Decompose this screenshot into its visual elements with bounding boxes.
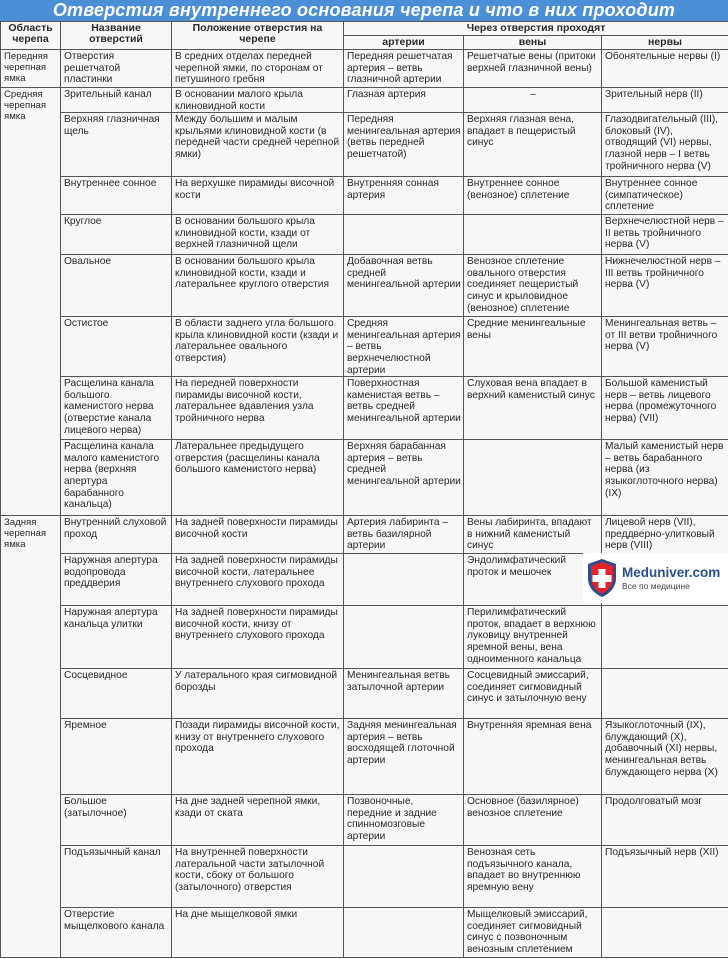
cell-veins: Венозное сплетение овального отверстия соединяет пещеристый синус и крыловидное (венозное) сплетение <box>464 255 602 317</box>
table-row <box>1 255 728 317</box>
cell-name: Внутренний слуховой проход <box>61 516 172 554</box>
cell-name: Наружная апертура водопровода преддверия <box>61 554 172 606</box>
cell-nerves: Глазодвигательный (III), блоковый (IV), отводящий (VI) нервы, глазной нерв – I ветвь тройничного нерва (V) <box>602 113 728 177</box>
cell-nerves <box>602 908 728 958</box>
cell-position: Между большим и малым крыльями клиновидной кости (в передней части средней черепной ямки) <box>172 113 344 177</box>
header-region: Область черепа <box>1 22 61 50</box>
cell-name: Круглое <box>61 215 172 255</box>
cell-nerves: Зрительный нерв (II) <box>602 88 728 113</box>
cell-veins: – <box>464 88 602 113</box>
cell-position: На задней поверхности пирамиды височной кости, латеральнее внутреннего слухового прохода <box>172 554 344 606</box>
cell-nerves: Большой каменистый нерв – ветвь лицевого нерва (промежуточного нерва) (VII) <box>602 377 728 440</box>
cell-arteries <box>344 554 464 606</box>
cell-nerves: Языкоглоточный (IX), блуждающий (X), добавочный (XI) нервы, менингеальная ветвь блуждающего нерва (X) <box>602 719 728 795</box>
cell-arteries: Передняя менингеальная артерия (ветвь передней решетчатой) <box>344 113 464 177</box>
cell-nerves: Внутреннее сонное (симпатическое) сплетение <box>602 177 728 215</box>
cell-veins: Мыщелковый эмиссарий, соединяет сигмовидный синус с позвоночным венозным сплетением <box>464 908 602 958</box>
cell-position: На передней поверхности пирамиды височной кости, латеральнее вдавления узла тройничного нерва <box>172 377 344 440</box>
cell-position: У латерального края сигмовидной борозды <box>172 669 344 719</box>
foramina-table <box>0 21 728 958</box>
header-name: Название отверстий <box>61 22 172 50</box>
table-row <box>1 440 728 516</box>
cell-nerves <box>602 669 728 719</box>
cell-nerves: Подъязычный нерв (XII) <box>602 846 728 908</box>
cell-name: Наружная апертура канальца улитки <box>61 606 172 669</box>
cell-position: На верхушке пирамиды височной кости <box>172 177 344 215</box>
logo-tagline: Все по медицине <box>622 581 690 591</box>
cell-name: Подъязычный канал <box>61 846 172 908</box>
cell-name: Отверстие мыщелкового канала <box>61 908 172 958</box>
cell-veins: Средние менингеальные вены <box>464 317 602 377</box>
cell-name: Внутреннее сонное <box>61 177 172 215</box>
cell-position: На дне мыщелковой ямки <box>172 908 344 958</box>
cell-arteries <box>344 606 464 669</box>
cell-nerves: Малый каменистый нерв – ветвь барабанного нерва (из языкоглоточного нерва) (IX) <box>602 440 728 516</box>
cell-position: Позади пирамиды височной кости, книзу от внутреннего слухового прохода <box>172 719 344 795</box>
cell-arteries: Задняя менингеальная артерия – ветвь восходящей глоточной артерии <box>344 719 464 795</box>
cell-arteries: Внутренняя сонная артерия <box>344 177 464 215</box>
cell-nerves: Нижнечелюстной нерв – III ветвь тройничного нерва (V) <box>602 255 728 317</box>
cell-position: В основании большого крыла клиновидной кости, кзади и латеральнее круглого отверстия <box>172 255 344 317</box>
cell-veins: Внутреннее сонное (венозное) сплетение <box>464 177 602 215</box>
cell-arteries: Позвоночные, передние и задние спинномозговые артерии <box>344 795 464 846</box>
cell-veins: Внутренняя яремная вена <box>464 719 602 795</box>
header-position: Положение отверстия на черепе <box>172 22 344 50</box>
table-row <box>1 317 728 377</box>
cell-veins: Венозная сеть подъязычного канала, впадает во внутреннюю яремную вену <box>464 846 602 908</box>
cell-veins: Эндолимфатический проток и мешочек <box>464 554 602 606</box>
table-row <box>1 908 728 958</box>
header-nerves: нервы <box>602 36 728 50</box>
cell-position: В области заднего угла большого крыла клиновидной кости (кзади и латеральнее овального отверстия) <box>172 317 344 377</box>
cell-position: В средних отделах передней черепной ямки, по сторонам от петушиного гребня <box>172 50 344 88</box>
cell-arteries: Глазная артерия <box>344 88 464 113</box>
table-row <box>1 113 728 177</box>
cell-arteries: Добавочная ветвь средней менингеальной артерии <box>344 255 464 317</box>
cell-veins: Перилимфатический проток, впадает в верхнюю луковицу внутренней яремной вены, вена одноименного канальца <box>464 606 602 669</box>
cell-name: Верхняя глазничная щель <box>61 113 172 177</box>
table-row <box>1 795 728 846</box>
cell-arteries: Передняя решетчатая артерия – ветвь глазничной артерии <box>344 50 464 88</box>
header-arteries: артерии <box>344 36 464 50</box>
cell-name: Овальное <box>61 255 172 317</box>
cell-arteries <box>344 846 464 908</box>
region-posterior: Задняя черепная ямка <box>1 516 61 958</box>
region-middle: Средняя черепная ямка <box>1 88 61 516</box>
cell-arteries: Артерия лабиринта – ветвь базилярной артерии <box>344 516 464 554</box>
cell-name: Расщелина канала малого каменистого нерва (верхняя апертура барабанного канальца) <box>61 440 172 516</box>
cell-arteries: Верхняя барабанная артерия – ветвь средней менингеальной артерии <box>344 440 464 516</box>
cell-position: На задней поверхности пирамиды височной кости, книзу от внутреннего слухового прохода <box>172 606 344 669</box>
cell-name: Большое (затылочное) <box>61 795 172 846</box>
cell-name: Отверстия решетчатой пластинки <box>61 50 172 88</box>
cell-name: Сосцевидное <box>61 669 172 719</box>
table-row <box>1 50 728 88</box>
cell-nerves: Менингеальная ветвь – от III ветви тройничного нерва (V) <box>602 317 728 377</box>
cell-position: Латеральнее предыдущего отверстия (расщелины канала большого каменистого нерва) <box>172 440 344 516</box>
page-title: Отверстия внутреннего основания черепа и что в них проходит <box>52 0 676 20</box>
header-through: Через отверстия проходят <box>344 22 728 36</box>
cell-name: Остистое <box>61 317 172 377</box>
cell-position: В основании большого крыла клиновидной кости, кзади от верхней глазничной щели <box>172 215 344 255</box>
cell-name: Зрительный канал <box>61 88 172 113</box>
table-row <box>1 88 728 113</box>
cell-name: Яремное <box>61 719 172 795</box>
cell-nerves: Продолговатый мозг <box>602 795 728 846</box>
table-row <box>1 669 728 719</box>
cell-position: На внутренней поверхности латеральной части затылочной кости, сбоку от большого (затылочного) отверстия <box>172 846 344 908</box>
title-bar <box>0 0 728 21</box>
meduniver-logo[interactable] <box>583 553 728 603</box>
cell-arteries <box>344 215 464 255</box>
cell-nerves: Лицевой нерв (VII), преддверно-улитковый нерв (VIII) <box>602 516 728 554</box>
cell-veins <box>464 215 602 255</box>
cell-position: На дне задней черепной ямки, кзади от ската <box>172 795 344 846</box>
header-veins: вены <box>464 36 602 50</box>
cell-veins: Сосцевидный эмиссарий, соединяет сигмовидный синус и затылочную вену <box>464 669 602 719</box>
cell-veins: Основное (базилярное) венозное сплетение <box>464 795 602 846</box>
table-row <box>1 719 728 795</box>
medical-cross-shield-icon <box>587 558 617 598</box>
cell-arteries: Поверхностная каменистая ветвь – ветвь средней менингеальной артерии <box>344 377 464 440</box>
cell-position: На задней поверхности пирамиды височной кости <box>172 516 344 554</box>
cell-veins: Слуховая вена впадает в верхний каменистый синус <box>464 377 602 440</box>
cell-veins: Вены лабиринта, впадают в нижний каменистый синус <box>464 516 602 554</box>
table-row <box>1 377 728 440</box>
table-row <box>1 516 728 554</box>
cell-nerves <box>602 606 728 669</box>
table-row <box>1 177 728 215</box>
cell-arteries: Менингеальная ветвь затылочной артерии <box>344 669 464 719</box>
cell-arteries <box>344 908 464 958</box>
cell-nerves: Обонятельные нервы (I) <box>602 50 728 88</box>
cell-name: Расщелина канала большого каменистого нерва (отверстие канала лицевого нерва) <box>61 377 172 440</box>
cell-arteries: Средняя менингеальная артерия – ветвь верхнечелюстной артерии <box>344 317 464 377</box>
table-row <box>1 846 728 908</box>
table-row <box>1 215 728 255</box>
cell-veins <box>464 440 602 516</box>
region-anterior: Передняя черепная ямка <box>1 50 61 88</box>
cell-position: В основании малого крыла клиновидной кости <box>172 88 344 113</box>
table-row <box>1 606 728 669</box>
cell-veins: Решетчатые вены (притоки верхней глазничной вены) <box>464 50 602 88</box>
logo-brand: Meduniver.com <box>622 565 721 580</box>
cell-nerves: Верхнечелюстной нерв – II ветвь тройничного нерва (V) <box>602 215 728 255</box>
cell-veins: Верхняя глазная вена, впадает в пещеристый синус <box>464 113 602 177</box>
